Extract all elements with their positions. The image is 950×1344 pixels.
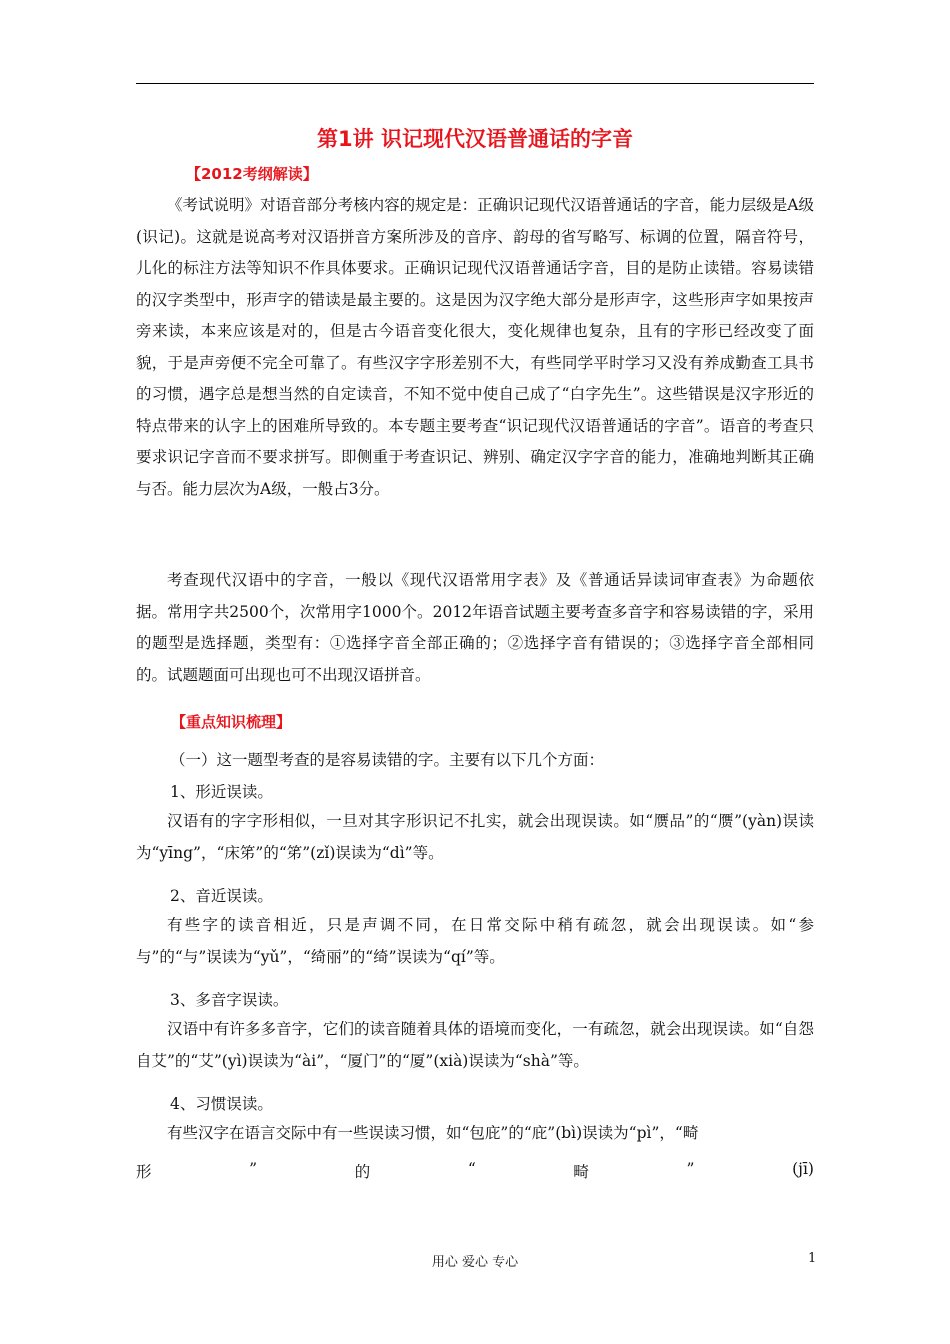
- line-2-part: “: [467, 1160, 476, 1178]
- line-2-part: ”: [686, 1160, 695, 1178]
- page-footer: 用心 爱心 专心: [431, 1255, 519, 1270]
- item-4-text-line-1: 有些汉字在语言交际中有一些误读习惯，如“包庇”的“庇”(bì)误读为“pì”，“畸: [167, 1124, 699, 1142]
- exam-outline-paragraph-1: 《考试说明》对语音部分考核内容的规定是：正确识记现代汉语普通话的字音，能力层级是A级(识记)。这就是说高考对汉语拼音方案所涉及的音序、韵母的省写略写、标调的位置，隔音符号，儿化的标注方法等知识不作具体要求。正确识记现代汉语普通话字音，目的是防止读错。容易读错的汉字类型中，形声字的错读是最主要的。这是因为汉字绝大部分是形声字，这些形声字如果按声旁来读，本来应该是对的，但是古今语音变化很大，变化规律也复杂，且有的字形已经改变了面貌，于是声旁便不完全可靠了。有些汉字字形差别不大，有些同学平时学习又没有养成勤查工具书的习惯，遇字总是想当然的自定读音，不知不觉中使自己成了“白字先生”。这些错误是汉字形近的特点带来的认字上的困难所导致的。本专题主要考查“识记现代汉语普通话的字音”。语音的考查只要求识记字音而不要求拼写。即侧重于考查识记、辨别、确定汉字字音的能力，准确地判断其正确与否。能力层次为A级，一般占3分。: [136, 196, 814, 498]
- line-2-part: 形: [136, 1163, 152, 1181]
- page-title: 第1讲 识记现代汉语普通话的字音: [317, 127, 633, 151]
- exam-outline-paragraph-2: 考查现代汉语中的字音，一般以《现代汉语常用字表》及《普通话异读词审查表》为命题依据。常用字共2500个，次常用字1000个。2012年语音试题主要考查多音字和容易读错的字，采用的题型是选择题，类型有：①选择字音全部正确的；②选择字音有错误的；③选择字音全部相同的。试题题面可出现也可不出现汉语拼音。: [136, 571, 814, 684]
- item-1-title: 1、形近误读。: [170, 783, 273, 801]
- page-number: 1: [808, 1251, 817, 1266]
- item-3-title: 3、多音字误读。: [170, 991, 289, 1009]
- item-4-title: 4、习惯误读。: [170, 1095, 273, 1113]
- item-4-text-line-2: [136, 1160, 814, 1182]
- line-2-part: (jī): [792, 1160, 814, 1178]
- exam-outline-heading: 【2012考纲解读】: [186, 165, 318, 183]
- line-2-part: ”: [249, 1160, 258, 1178]
- item-2-text: 有些字的读音相近，只是声调不同，在日常交际中稍有疏忽，就会出现误读。如“参与”的“与”误读为“yǔ”，“绮丽”的“绮”误读为“qí”等。: [136, 916, 814, 966]
- key-points-intro: （一）这一题型考查的是容易读错的字。主要有以下几个方面：: [170, 751, 605, 769]
- item-3-text: 汉语中有许多多音字，它们的读音随着具体的语境而变化，一有疏忽，就会出现误读。如“自怨自艾”的“艾”(yì)误读为“ài”，“厦门”的“厦”(xià)误读为“shà”等。: [136, 1020, 814, 1070]
- item-1-text: 汉语有的字字形相似，一旦对其字形识记不扎实，就会出现误读。如“赝品”的“赝”(yàn)误读为“yīng”，“床笫”的“笫”(zǐ)误读为“dì”等。: [136, 812, 814, 862]
- key-points-heading: 【重点知识梳理】: [171, 713, 292, 731]
- header-rule: [136, 83, 814, 84]
- item-2-title: 2、音近误读。: [170, 887, 273, 905]
- line-2-part: 畸: [573, 1163, 589, 1181]
- line-2-part: 的: [354, 1163, 371, 1181]
